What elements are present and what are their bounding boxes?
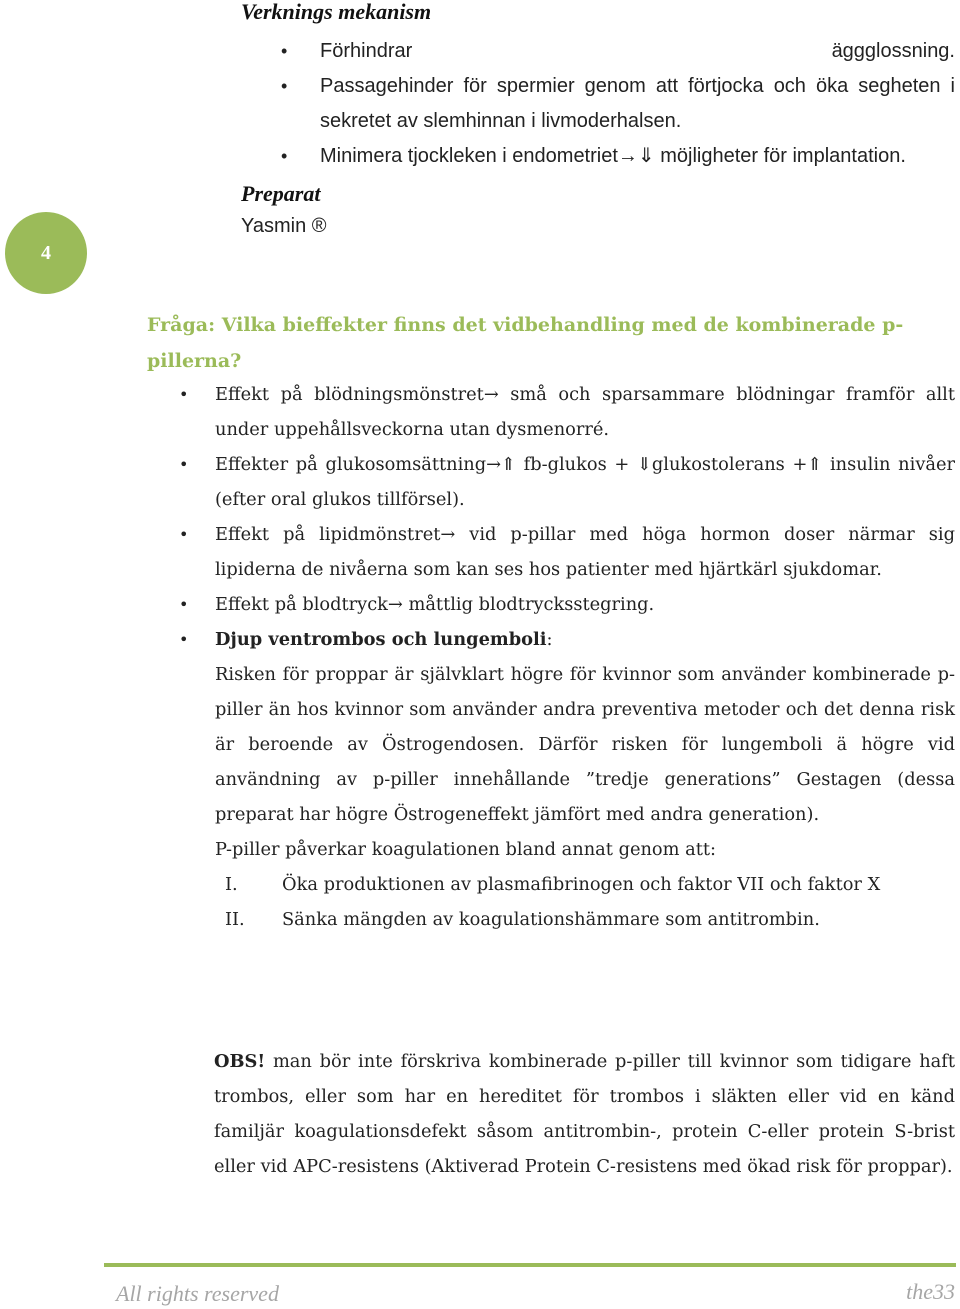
mechanism-section xyxy=(241,0,955,244)
list-item xyxy=(215,867,955,902)
mechanism-heading: Verknings mekanism xyxy=(241,0,432,24)
mechanism-list xyxy=(241,34,955,174)
point-text: Sänka mängden av koagulationshämmare som antitrombin. xyxy=(282,909,820,930)
question-heading: Fråga: Vilka bieffekter finns det vidbehandling med de kombinerade p-pillerna? xyxy=(147,314,904,372)
effects-list xyxy=(215,377,955,657)
coagulation-list xyxy=(215,867,955,937)
list-item: • Passagehinder för spermier genom att förtjocka och öka segheten i sekretet av slemhinnan i livmoderhalsen. xyxy=(241,69,955,139)
dvt-paragraph: Risken för proppar är självklart högre för kvinnor som använder kombinerade p-piller än hos kvinnor som använder andra preventiva metoder och det denna risk är beroende av Östrogendosen. Därför risken för lungemboli ä högre vid användning av p-piller innehållande ”tredje generations” Gestagen (dessa preparat har högre Östrogeneffekt jämfört med andra generation). xyxy=(215,664,955,825)
page-number-badge xyxy=(5,212,87,294)
roman-numeral: II. xyxy=(225,909,245,930)
list-item: • Effekter på glukosomsättning→⇑ fb-glukos + ⇓glukostolerans +⇑ insulin nivåer (efter oral glukos tillförsel). xyxy=(215,447,955,517)
list-item: • Effekt på blodtryck→ måttlig blodtrycksstegring. xyxy=(215,587,955,622)
roman-numeral: I. xyxy=(225,874,238,895)
preparation-heading: Preparat xyxy=(241,181,321,206)
dvt-title: Djup ventrombos och lungemboli xyxy=(215,629,547,650)
list-item: • Effekt på lipidmönstret→ vid p-pillar med höga hormon doser närmar sig lipiderna de nivåerna som kan ses hos patienter med hjärtkärl sjukdomar. xyxy=(215,517,955,587)
obs-label: OBS! xyxy=(214,1051,266,1072)
page-number: 4 xyxy=(41,241,51,264)
list-item: • Effekt på blödningsmönstret→ små och sparsammare blödningar framför allt under uppehållsveckorna utan dysmenorré. xyxy=(215,377,955,447)
obs-text: man bör inte förskriva kombinerade p-piller till kvinnor som tidigare haft trombos, eller som har en hereditet för trombos i släkten eller vid en känd familjär koagulationsdefekt såsom antitrombin-, protein C-eller protein S-brist eller vid APC-resistens (Aktiverad Protein C-resistens med ökad risk för proppar). xyxy=(214,1051,955,1177)
footer-copyright: All rights reserved xyxy=(116,1281,279,1306)
coagulation-intro: P-piller påverkar koagulationen bland annat genom att: xyxy=(215,839,717,860)
preparation-name: Yasmin ® xyxy=(241,215,327,237)
dvt-colon: : xyxy=(546,629,553,650)
footer-divider xyxy=(104,1263,956,1267)
list-item: • Förhindrar äggglossning. xyxy=(241,34,955,69)
obs-paragraph xyxy=(214,1044,955,1184)
effects-section xyxy=(215,377,955,937)
footer-author: the33 xyxy=(906,1279,955,1304)
list-item: • Minimera tjockleken i endometriet→⇓ möjligheter för implantation. xyxy=(241,139,955,174)
point-text: Öka produktionen av plasmafibrinogen och faktor VII och faktor X xyxy=(282,874,881,895)
list-item xyxy=(215,902,955,937)
list-item-dvt xyxy=(215,622,955,657)
